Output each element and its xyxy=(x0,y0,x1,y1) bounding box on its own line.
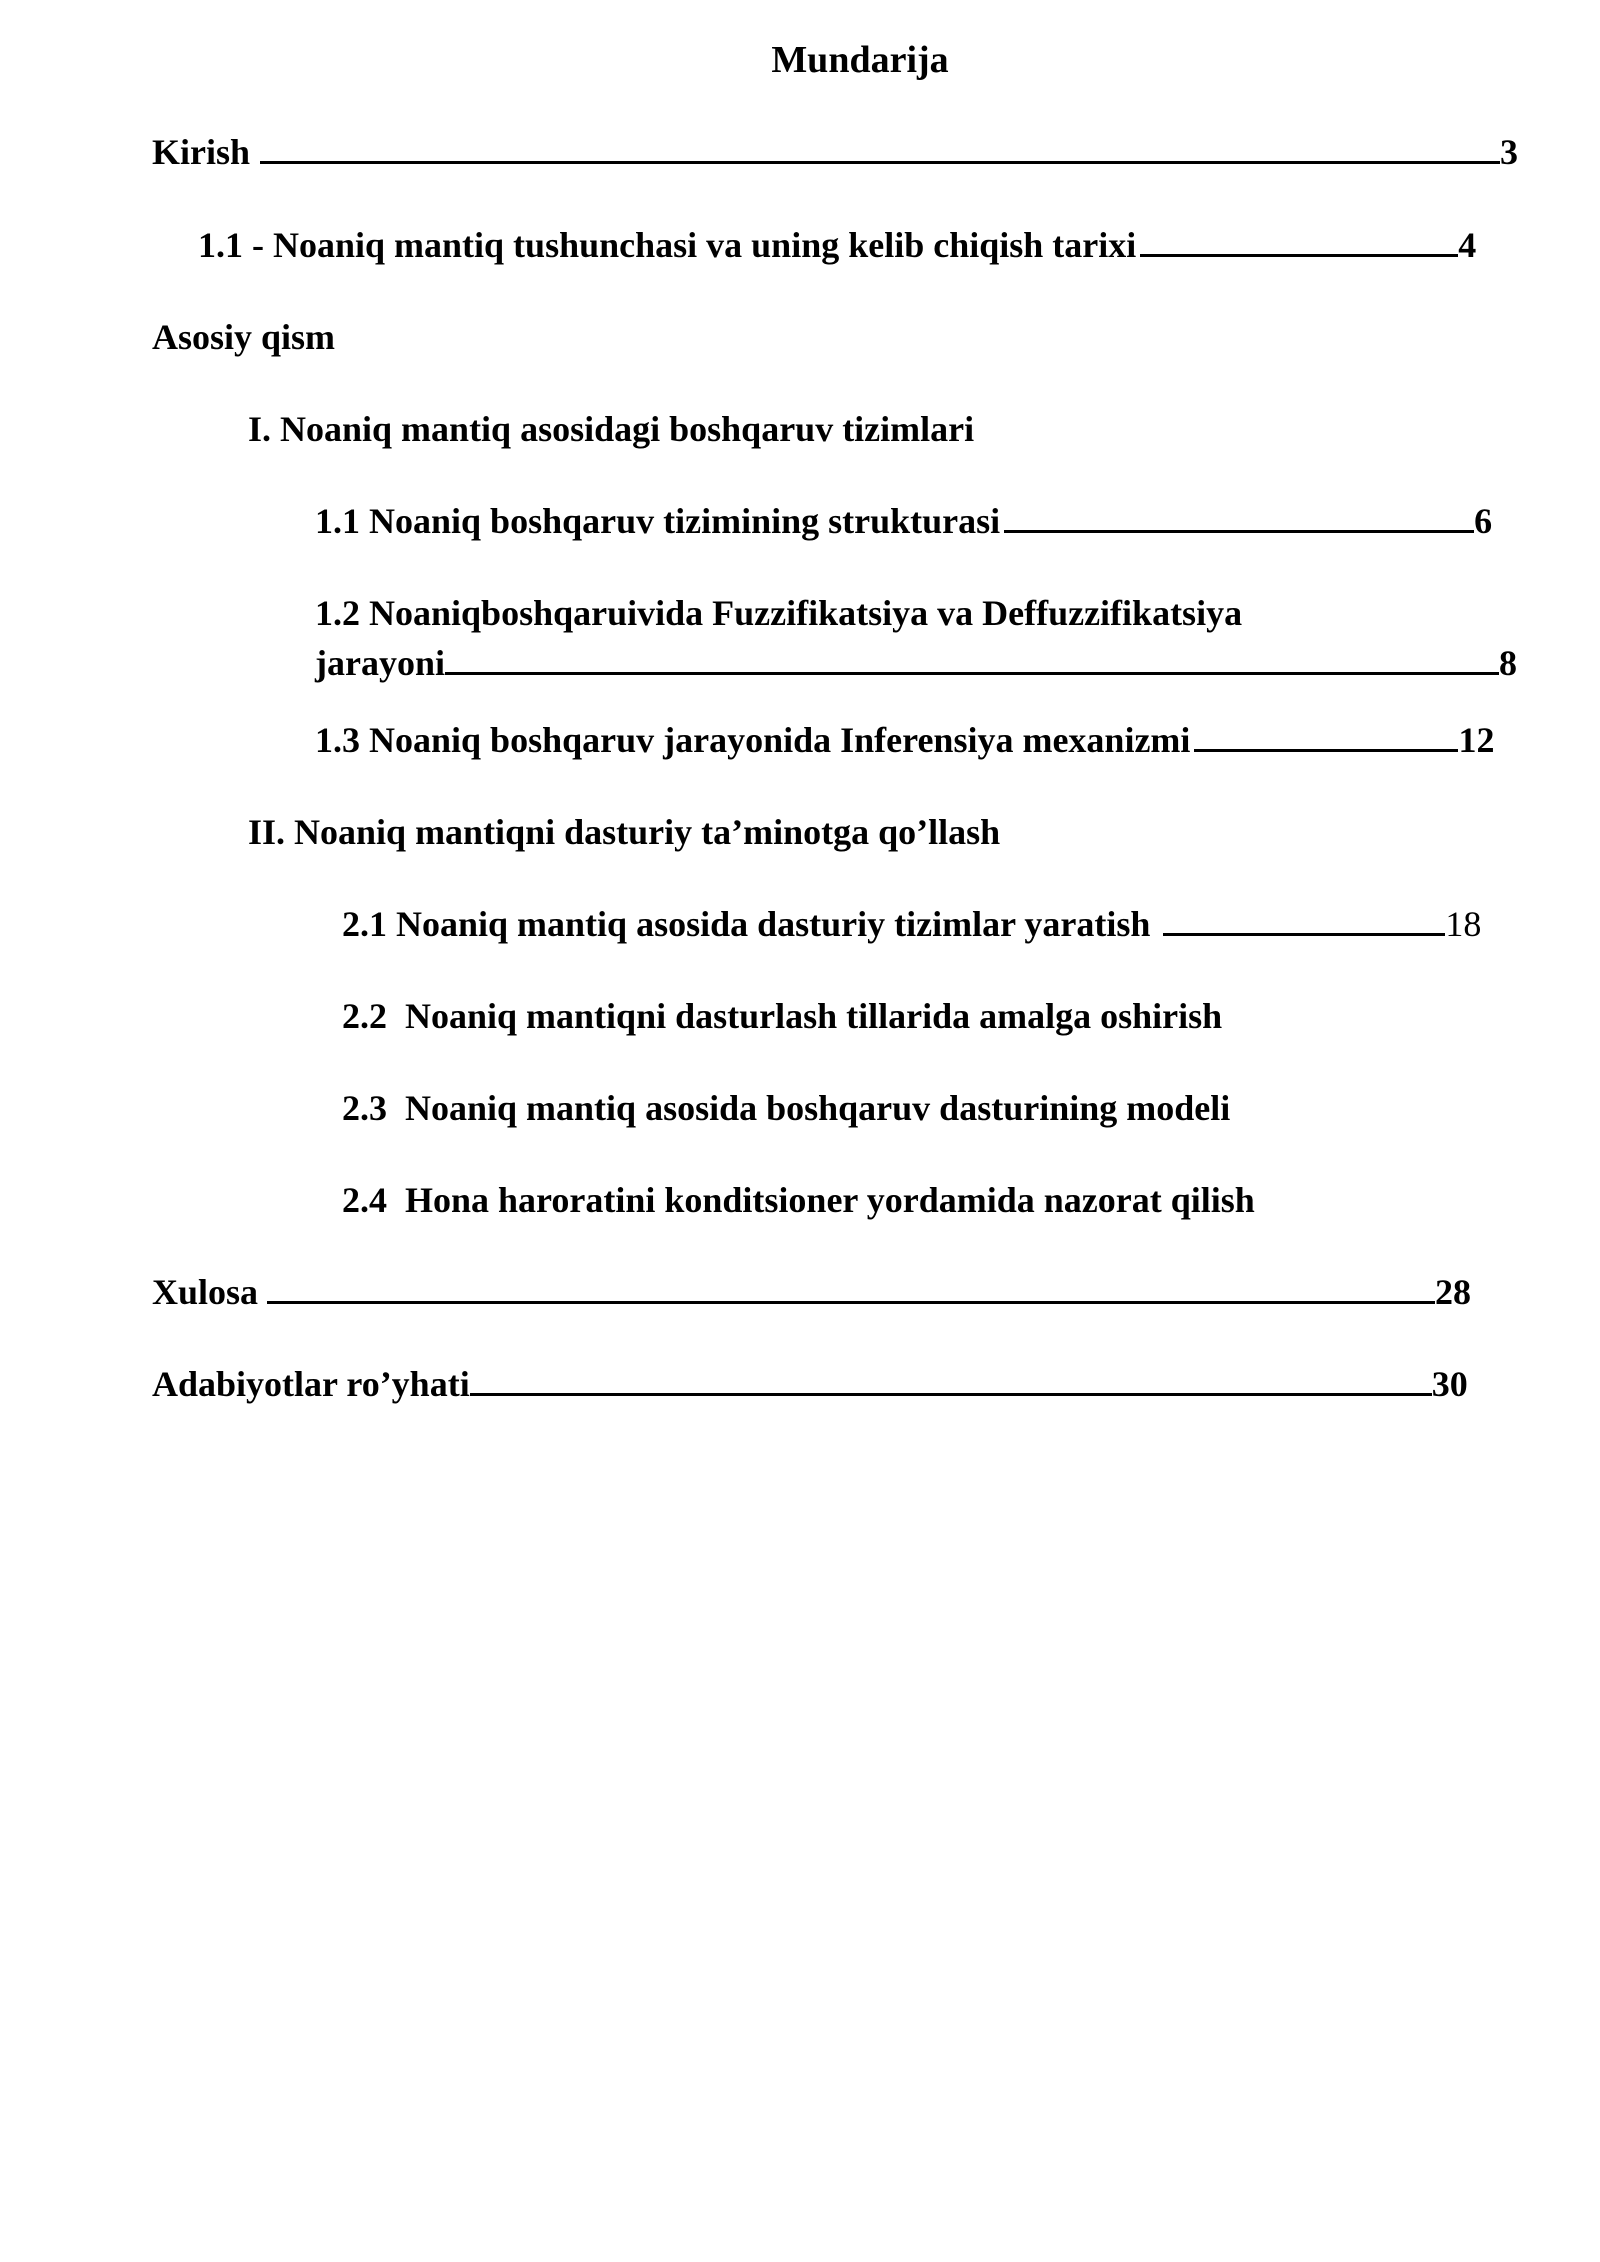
toc-leader-line xyxy=(1004,500,1474,533)
toc-entry-label: Adabiyotlar ro’yhati xyxy=(152,1364,470,1404)
toc-leader-line xyxy=(1140,224,1458,257)
toc-title: Mundarija xyxy=(771,39,949,81)
toc-leader-line xyxy=(267,1271,1435,1304)
toc-entry-part2-2-1[interactable] xyxy=(342,900,1481,948)
toc-entry-label: II. Noaniq mantiqni dasturiy ta’minotga qo’llash xyxy=(248,812,1001,852)
toc-heading-asosiy-qism[interactable] xyxy=(152,313,335,361)
toc-page-number: 18 xyxy=(1445,904,1482,944)
toc-heading-part-2[interactable] xyxy=(248,808,1000,856)
toc-page-number: 30 xyxy=(1431,1364,1468,1404)
toc-entry-label: 1.1 - Noaniq mantiq tushunchasi va uning kelib chiqish tarixi xyxy=(198,225,1137,265)
toc-page-number: 6 xyxy=(1474,501,1493,541)
toc-entry-label: 2.3 Noaniq mantiq asosida boshqaruv dasturining modeli xyxy=(342,1088,1231,1128)
toc-entry-part1-1-2[interactable] xyxy=(315,588,1517,688)
toc-heading-part-1[interactable] xyxy=(248,405,974,453)
toc-entry-label: 1.3 Noaniq boshqaruv jarayonida Inferensiya mexanizmi xyxy=(315,720,1191,760)
toc-entry-label: jarayoni xyxy=(315,643,445,683)
toc-entry-label: 1.1 Noaniq boshqaruv tizimining strukturasi xyxy=(315,501,1001,541)
toc-entry-label-line-2 xyxy=(315,638,1517,688)
toc-leader-line xyxy=(445,642,1499,675)
toc-entry-adabiyotlar[interactable] xyxy=(152,1360,1468,1408)
toc-entry-part2-2-4[interactable] xyxy=(342,1176,1255,1224)
toc-entry-kirish[interactable] xyxy=(152,128,1518,176)
toc-page-number: 4 xyxy=(1458,225,1477,265)
toc-entry-label: 1.2 Noaniqboshqaruivida Fuzzifikatsiya va Deffuzzifikatsiya xyxy=(315,593,1243,633)
toc-page-number: 28 xyxy=(1435,1272,1472,1312)
toc-leader-line xyxy=(1163,903,1445,936)
toc-leader-line xyxy=(260,131,1500,164)
toc-leader-line xyxy=(470,1363,1432,1396)
toc-entry-part2-2-2[interactable] xyxy=(342,992,1222,1040)
toc-entry-part1-1-1[interactable] xyxy=(315,497,1492,545)
toc-entry-xulosa[interactable] xyxy=(152,1268,1471,1316)
toc-entry-label: 2.1 Noaniq mantiq asosida dasturiy tizimlar yaratish xyxy=(342,904,1160,944)
toc-entry-label: Asosiy qism xyxy=(152,317,336,357)
toc-entry-label: 2.4 Hona haroratini konditsioner yordamida nazorat qilish xyxy=(342,1180,1255,1220)
toc-entry-part1-1-3[interactable] xyxy=(315,716,1494,764)
toc-page-number: 8 xyxy=(1499,643,1517,683)
toc-entry-label: 2.2 Noaniq mantiqni dasturlash tillarida amalga oshirish xyxy=(342,996,1223,1036)
toc-page-number: 12 xyxy=(1458,720,1495,760)
toc-page-number: 3 xyxy=(1500,132,1519,172)
toc-entry-part2-2-3[interactable] xyxy=(342,1084,1230,1132)
toc-entry-label: I. Noaniq mantiq asosidagi boshqaruv tizimlari xyxy=(248,409,975,449)
toc-entry-label-line-1 xyxy=(315,588,1517,638)
toc-entry-1-1[interactable] xyxy=(198,221,1476,269)
toc-entry-label: Xulosa xyxy=(152,1272,268,1312)
toc-entry-label: Kirish xyxy=(152,132,251,172)
toc-leader-line xyxy=(1194,719,1458,752)
